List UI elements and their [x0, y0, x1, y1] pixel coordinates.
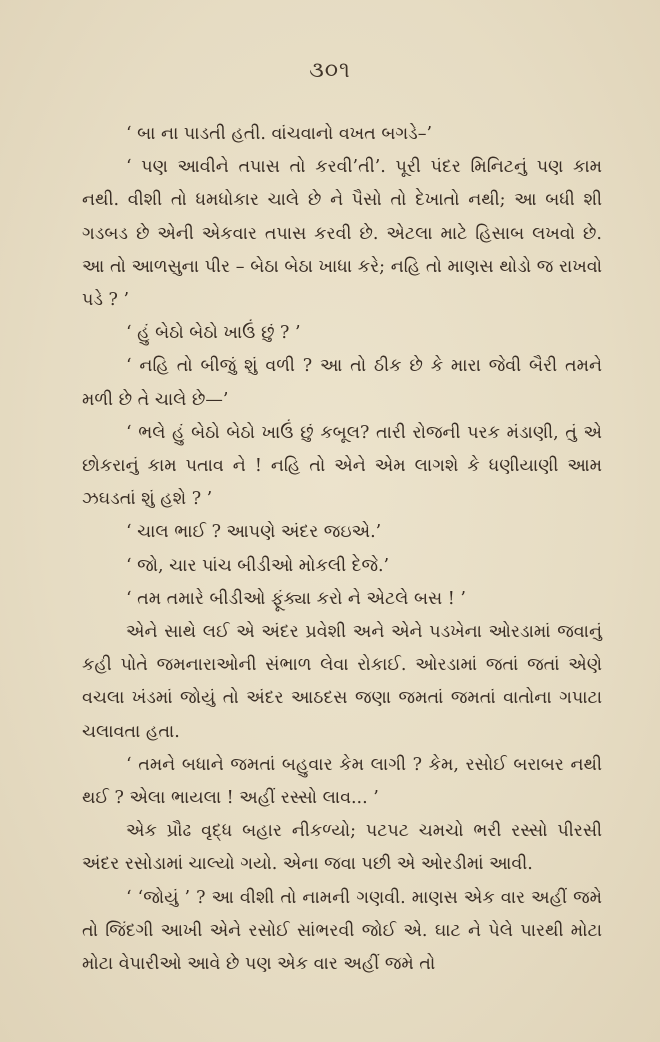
paragraph: એને સાથે લઈ એ અંદર પ્રવેશી અને એને પડખેના ઓરડામાં જવાનું કહી પોતે જમનારાઓની સંભાળ લેવા રોકાઈ. ઓરડામાં જતાં જતાં એણે વચલા ખંડમાં જોયું તો અંદર આઠદસ જણા જમતાં જમતાં વાતોના ગપાટા ચલાવતા હતા.	[82, 622, 602, 742]
paragraph: ‘ બા ના પાડતી હતી. વાંચવાનો વખત બગડે–’	[126, 124, 433, 144]
paragraph: ‘ ભલે હું બેઠો બેઠો ખાઉં છું કબૂલ? તારી રોજની પરક મંડાણી, તું એ છોકરાનું કામ પતાવ ને ! નહિ તો એને એમ લાગશે કે ધણીયાણી આમ ઝઘડતાં શું હશે ? ’	[82, 422, 602, 510]
paragraph: એક પ્રૌઢ વૃદ્ધ બહાર નીકળ્યો; પટપટ ચમચો ભરી રસ્સો પીરસી અંદર રસોડામાં ચાલ્યો ગયો. એના જવા પછી એ ઓરડીમાં આવી.	[82, 821, 602, 875]
paragraph: ‘ પણ આવીને તપાસ તો કરવી’તી’. પૂરી પંદર મિનિટનું પણ કામ નથી. વીશી તો ધમધોકાર ચાલે છે ને પૈસો તો દેખાતો નથી; આ બધી શી ગડબડ છે એની એકવાર તપાસ કરવી છે. એટલા માટે હિસાબ લખવો છે. આ તો આળસુના પીર – બેઠા બેઠા ખાધા કરે; નહિ તો માણસ થોડો જ રાખવો પડે ? ’	[82, 157, 602, 311]
paragraph: ‘ તમ તમારે બીડીઓ ફૂંક્યા કરો ને એટલે બસ ! ’	[126, 588, 466, 609]
paragraph: ‘ જો, ચાર પાંચ બીડીઓ મોકલી દેજે.’	[126, 555, 390, 576]
paragraph: ‘ તમને બધાને જમતાં બહુવાર કેમ લાગી ? કેમ, રસોઈ બરાબર નથી થઈ ? એલા ભાયલા ! અહીં રસ્સો લાવ... ’	[82, 754, 602, 809]
paragraph: ‘ હું બેઠો બેઠો ખાઉં છું ? ’	[126, 323, 301, 344]
page-number: ૩૦૧	[309, 58, 351, 83]
paragraph: ‘ ચાલ ભાઈ ? આપણે અંદર જઇએ.’	[126, 522, 382, 543]
paragraph: ‘ ‘જોયું ’ ? આ વીશી તો નામની ગણવી. માણસ એક વાર અહીં જમે તો જિંદગી આખી એને રસોઈ સાંભરવી જોઈ એ. ઘાટ ને પેલે પારથી મોટા મોટા વેપારીઓ આવે છે પણ એક વાર અહીં જમે તો	[82, 887, 602, 975]
page-text-body	[82, 118, 602, 981]
paragraph: ‘ નહિ તો બીજું શું વળી ? આ તો ઠીક છે કે મારા જેવી બૈરી તમને મળી છે તે ચાલે છે—’	[82, 356, 602, 410]
